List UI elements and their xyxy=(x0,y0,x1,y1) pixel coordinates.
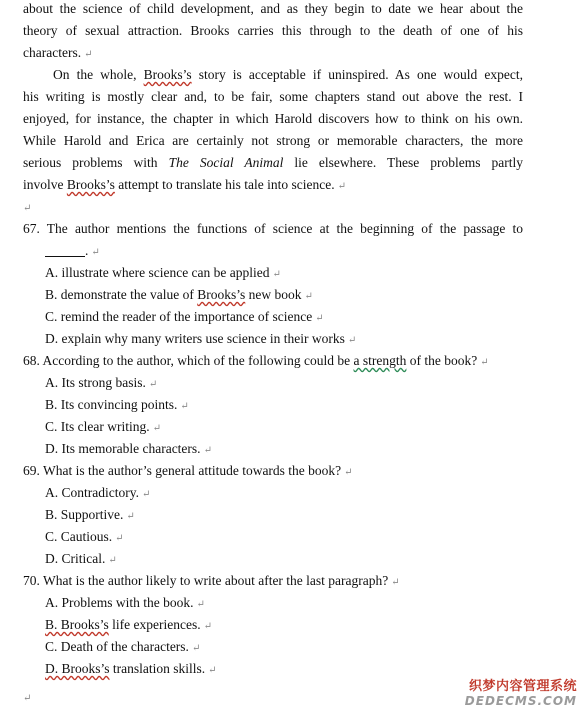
paragraph-mark-icon: ↵ xyxy=(126,511,135,522)
option-67-c: C. remind the reader of the importance of science ↵ xyxy=(45,309,324,324)
option-69-c: C. Cautious. ↵ xyxy=(45,529,124,544)
paragraph-mark-icon: ↵ xyxy=(148,379,158,390)
passage-line: On the whole, Brooks’s story is acceptable if uninspired. As one would expect, xyxy=(53,67,523,82)
passage-line: While Harold and Erica are certainly not strong or memorable characters, the more xyxy=(23,133,523,148)
option-70-c: C. Death of the characters. ↵ xyxy=(45,639,201,654)
paragraph-mark-icon: ↵ xyxy=(191,643,201,654)
site-watermark xyxy=(449,675,577,708)
option-67-b: B. demonstrate the value of Brooks’s new book ↵ xyxy=(45,287,313,302)
paragraph-mark-icon: ↵ xyxy=(203,621,212,632)
paragraph-mark-icon: ↵ xyxy=(152,423,161,434)
paragraph-mark-icon: ↵ xyxy=(196,599,205,610)
paragraph-mark-icon: ↵ xyxy=(115,533,124,544)
paragraph-mark-icon: ↵ xyxy=(180,401,189,412)
passage-line: about the science of child development, and as they begin to date we hear about the xyxy=(23,1,523,16)
option-70-a: A. Problems with the book. ↵ xyxy=(45,595,205,610)
watermark-site-text: DEDECMS.COM xyxy=(464,694,577,708)
passage-line: serious problems with The Social Animal lie elsewhere. These problems partly xyxy=(23,155,524,170)
paragraph-mark-icon: ↵ xyxy=(337,181,346,192)
option-68-c: C. Its clear writing. ↵ xyxy=(45,419,161,434)
paragraph-mark-icon: ↵ xyxy=(141,489,151,500)
document-page xyxy=(23,0,523,704)
passage-line: involve Brooks’s attempt to translate his tale into science. ↵ xyxy=(23,177,346,192)
paragraph-mark-icon: ↵ xyxy=(272,269,281,280)
paragraph-mark-icon: ↵ xyxy=(23,203,32,214)
paragraph-mark-icon: ↵ xyxy=(23,693,32,704)
question-stem-70: 70. What is the author likely to write about after the last paragraph? ↵ xyxy=(23,573,400,588)
spellcheck-word: Brooks’s xyxy=(197,287,246,302)
passage-line: theory of sexual attraction. Brooks carries this through to the death of one of his xyxy=(23,23,523,38)
option-69-b: B. Supportive. ↵ xyxy=(45,507,135,522)
option-67-d: D. explain why many writers use science in their works ↵ xyxy=(45,331,357,346)
option-69-d: D. Critical. ↵ xyxy=(45,551,117,566)
grammar-flag: a strength xyxy=(353,353,407,368)
paragraph-mark-icon: ↵ xyxy=(208,665,217,676)
paragraph-mark-icon: ↵ xyxy=(91,247,100,258)
empty-line xyxy=(23,686,523,708)
option-69-a: A. Contradictory. ↵ xyxy=(45,485,151,500)
option-70-b: B. Brooks’s life experiences. ↵ xyxy=(45,617,212,632)
option-68-b: B. Its convincing points. ↵ xyxy=(45,397,189,412)
question-stem-69: 69. What is the author’s general attitude towards the book? ↵ xyxy=(23,463,353,478)
option-68-a: A. Its strong basis. ↵ xyxy=(45,375,158,390)
paragraph-mark-icon: ↵ xyxy=(344,467,353,478)
option-68-d: D. Its memorable characters. ↵ xyxy=(45,441,212,456)
spellcheck-word: B. Brooks’s xyxy=(45,617,109,632)
question-stem-67-cont: . ↵ xyxy=(23,240,523,262)
question-stem-67: 67. The author mentions the functions of science at the beginning of the passage to xyxy=(23,221,523,236)
passage-line: his writing is mostly clear and, to be fair, some chapters stand out above the rest. I xyxy=(23,89,523,104)
paragraph-mark-icon: ↵ xyxy=(480,357,489,368)
empty-line xyxy=(23,196,523,218)
option-67-a: A. illustrate where science can be applied ↵ xyxy=(45,265,281,280)
paragraph-mark-icon: ↵ xyxy=(108,555,117,566)
paragraph-mark-icon: ↵ xyxy=(391,577,400,588)
spellcheck-word: Brooks’s xyxy=(143,67,192,82)
paragraph-mark-icon: ↵ xyxy=(84,49,93,60)
book-title: The Social Animal xyxy=(168,155,284,170)
answer-blank xyxy=(45,242,85,257)
option-70-d: D. Brooks’s translation skills. ↵ xyxy=(45,661,217,676)
spellcheck-word: Brooks’s xyxy=(66,177,115,192)
passage-line: characters. ↵ xyxy=(23,45,93,60)
watermark-cn-text: 织梦内容管理系统 xyxy=(468,679,577,694)
paragraph-mark-icon: ↵ xyxy=(347,335,357,346)
paragraph-mark-icon: ↵ xyxy=(203,445,212,456)
passage-line: enjoyed, for instance, the chapter in which Harold discovers how to think on his own. xyxy=(23,111,523,126)
paragraph-mark-icon: ↵ xyxy=(304,291,313,302)
question-stem-68: 68. According to the author, which of the following could be a strength of the book? ↵ xyxy=(23,353,489,368)
spellcheck-word: D. Brooks’s xyxy=(45,661,110,676)
paragraph-mark-icon: ↵ xyxy=(315,313,324,324)
